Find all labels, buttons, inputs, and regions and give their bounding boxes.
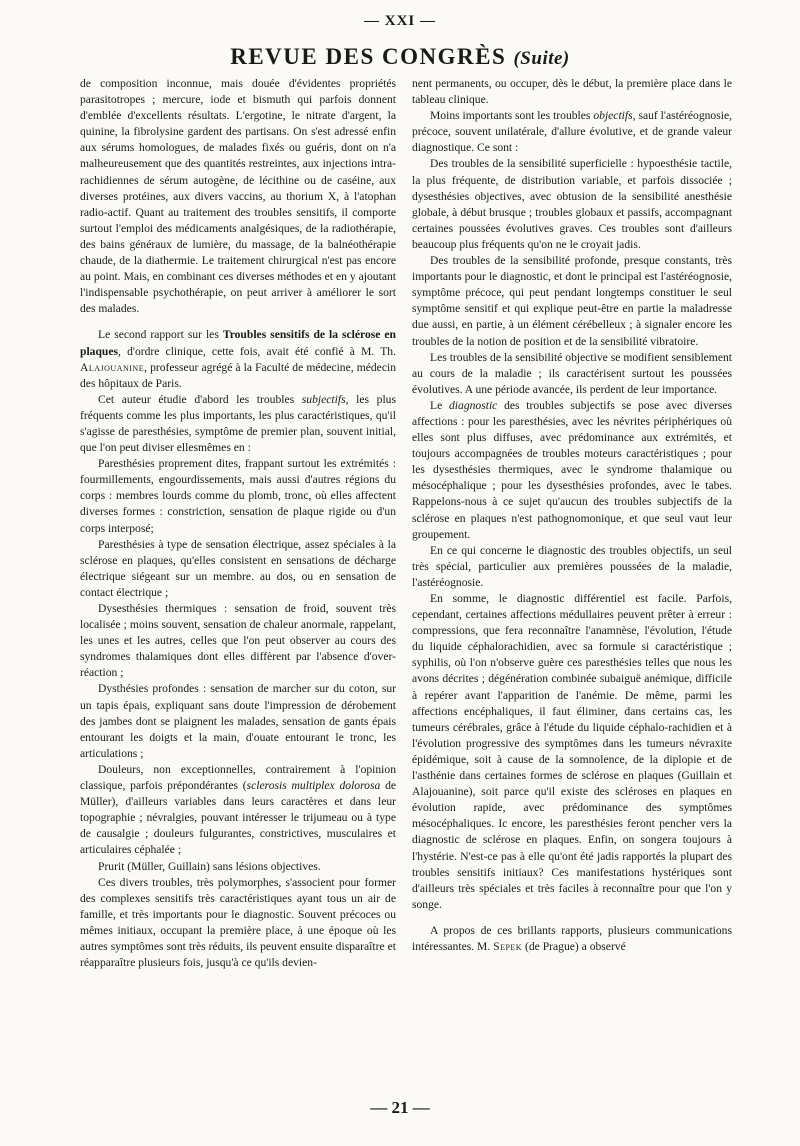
paragraph: A propos de ces brillants rapports, plusieurs communications intéressantes. M. Sepek (de Prague) a observé: [412, 923, 732, 953]
paragraph: nent permanents, ou occuper, dès le début, la première place dans le tableau clinique.: [412, 77, 732, 107]
paragraph: Des troubles de la sensibilité superficielle : hypoesthésie tactile, la plus fréquente, de distribution variable, et parfois dissociée ; dysesthésies objectives, avec obtusion de la sensibilité anesthésie globale, à début brusque ; troubles globaux et passifs, accompagnant certaines poussées évolutives graves. Ces troubles sont d'ailleurs beaucoup plus fréquents qu'on ne le croyait jadis.: [412, 157, 732, 251]
author-name: Alajouanine: [80, 360, 145, 374]
report-title: Troubles sensitifs de la sclérose en plaques: [80, 328, 396, 358]
header-suite: (Suite): [513, 48, 570, 69]
paragraph: Paresthésies proprement dites, frappant surtout les extrémités : fourmillements, engourdissements, mais aussi d'autres régions du corps : membres lourds comme du plomb, tronc, où elles affectent diverses formes : constriction, sensation de plaque rigide ou d'un corps interposé;: [80, 457, 396, 535]
right-column: [412, 76, 732, 955]
roman-page-number: — XXI —: [363, 13, 436, 29]
paragraph: Cet auteur étudie d'abord les troubles subjectifs, les plus fréquents comme les plus importants, les plus caractéristiques, qu'il s'agisse de paresthésies, symptôme de premier plan, souvent initial, que l'on peut diviser ellesmêmes en :: [80, 392, 396, 455]
paragraph: de composition inconnue, mais douée d'évidentes propriétés parasitotropes ; mercure, iode et bismuth qui parfois donnent d'emblée d'excellents résultats. L'ergotine, le nitrate d'argent, la quinine, la fibrolysine gardent des partisans. On s'est adressé enfin aux sérums homologues, de malades fixés ou guéris, dont on n'a malheureusement que des quantités restreintes, aux injections intra-rachidiennes de sérum autogène, de lécithine ou de caséine, aux diverses protéines, aux divers vaccins, au thorium X, à l'atophan radio-actif. Quant au traitement des troubles sensitifs, il comporte surtout l'emploi des médicaments analgésiques, de la radiothérapie, des bains généraux de lumière, du massage, de la balnéothérapie chaude, de la diathermie. Le traitement chirurgical n'est pas encore au point. Mais, en combinant ces diverses méthodes et en y ajoutant l'indispensable psychothérapie, on peut arriver à améliorer le sort des malades.: [80, 77, 396, 316]
paragraph: Ces divers troubles, très polymorphes, s'associent pour former des complexes sensitifs très caractéristiques ayant tous un air de famille, et très importants pour le diagnostic. Souvent précoces ou mêmes initiaux, occupant la première place, à une époque où les autres symptômes sont très réduits, ils peuvent ensuite disparaître et réapparaître plusieurs fois, jusqu'à ce qu'ils devien-: [80, 875, 396, 970]
paragraph: Dysesthésies thermiques : sensation de froid, souvent très localisée ; moins souvent, sensation de chaleur anormale, rappelant, les unes et les autres, celles que l'on peut observer au cours des syndromes thalamiques dont elles diffèrent par l'absence d'over-réaction ;: [80, 602, 396, 680]
section-header: [0, 44, 800, 70]
paragraph: Paresthésies à type de sensation électrique, assez spéciales à la sclérose en plaques, qu'elles consistent en sensations de décharge électrique siégeant sur un membre. au dos, ou en sensation de contact électrique ;: [80, 537, 396, 599]
paragraph: Douleurs, non exceptionnelles, contrairement à l'opinion classique, parfois prépondérantes (sclerosis multiplex dolorosa de Müller), d'ailleurs variables dans leurs caractères et dans leur topographie ; névralgies, pouvant intéresser le trijumeau ou à type de causalgie ; douleurs fulgurantes, constrictives, musculaires et articulaires céphalée ;: [80, 762, 397, 857]
paragraph: Moins importants sont les troubles objectifs, sauf l'astéréognosie, précoce, souvent unilatérale, d'allure évolutive, et de grande valeur diagnostique. Ce sont :: [412, 109, 732, 155]
paragraph: En somme, le diagnostic différentiel est facile. Parfois, cependant, certaines affections médullaires peuvent prêter à erreur : compressions, que fera reconnaître l'anamnèse, l'évolution, l'étude du liquide céphalorachidien, avec sa formule si caractéristique ; syphilis, où l'on n'observe guère ces paresthésies telles que nous les avons décrites ; dégénération combinée subaiguë anémique, difficile à repérer avant l'apparition de l'anémie. De même, parmi les affections encéphaliques, il faut éliminer, dans certains cas, les tumeurs cérébrales, grâce à l'étude du liquide céphalo-rachidien et à l'évolution progressive des symptômes dans les tumeurs névraxite épidémique, soit à cause de la somnolence, de la diplopie et de l'asthénie dans certaines formes de sclérose en plaques (Guillain et Alajouanine), soit parce qu'il existe des scléroses en plaques en évolution rapide, avec prédominance des symptômes mésocéphaliques. Ic encore, les paresthésies feront pencher vers la diagnostic de sclérose en plaques. Enfin, on songera toujours à l'hystérie. N'est-ce pas à elle qu'ont été jadis rapportés la plupart des troubles sensitifs initiaux? Ces manifestations hystériques sont d'ailleurs très spéciales et très faciles à reconnaître pour que l'on y songe.: [412, 592, 732, 911]
paragraph: Des troubles de la sensibilité profonde, presque constants, très importants pour le diagnostic, et dont le principal est l'astéréognosie, symptôme précoce, qui peut pendant longtemps constituer le seul symptôme sensitif et qui explique peut-être en partie la maladresse due aussi, en partie, à un élément cérébelleux ; à signaler encore les troubles de la notion de position et de la sensibilité vibratoire.: [412, 254, 732, 348]
paragraph: Le diagnostic des troubles subjectifs se pose avec diverses affections : pour les paresthésies, avec les névrites périphériques où elles sont plus diffuses, avec prédominance aux extrémités, et toujours accompagnées de troubles moteurs caractéristiques ; pour les dysesthésies thermiques, avec le syndrome thalamique ou mésocéphalique ; pour les dysesthésies profondes, avec le tabes. Rappelons-nous à ce sujet qu'aucun des troubles subjectifs de la sclérose en plaques n'est pathognomonique, et que seul vaut leur groupement.: [412, 398, 732, 541]
header-title: REVUE DES CONGRÈS: [230, 44, 507, 69]
paragraph: Dysthésies profondes : sensation de marcher sur du coton, sur un tapis épais, expliquant sans doute l'impression de dérobement des jambes dont se plaignent les malades, sensation de gants épais entourant les doigts et la main, d'ouate entourant le tronc, les articulations ;: [80, 682, 396, 760]
paragraph: En ce qui concerne le diagnostic des troubles objectifs, un seul très spécial, particulier aux premières poussées de la maladie, l'astéréognosie.: [412, 543, 732, 589]
author-name: Sepek: [493, 939, 523, 953]
paragraph: Prurit (Müller, Guillain) sans lésions objectives.: [98, 859, 321, 873]
left-column: [80, 76, 396, 971]
paragraph: Les troubles de la sensibilité objective se modifient sensiblement au cours de la maladie ; ils caractérisent surtout les poussées évolutives. A une période avancée, ils perdent de leur importance.: [412, 350, 732, 396]
paragraph: Le second rapport sur les Troubles sensitifs de la sclérose en plaques, d'ordre clinique, cette fois, avait été confié à M. Th. Alajouanine, professeur agrégé à la Faculté de médecine, médecin des hôpitaux de Paris.: [80, 328, 396, 390]
page-number: — 21 —: [370, 1098, 430, 1117]
